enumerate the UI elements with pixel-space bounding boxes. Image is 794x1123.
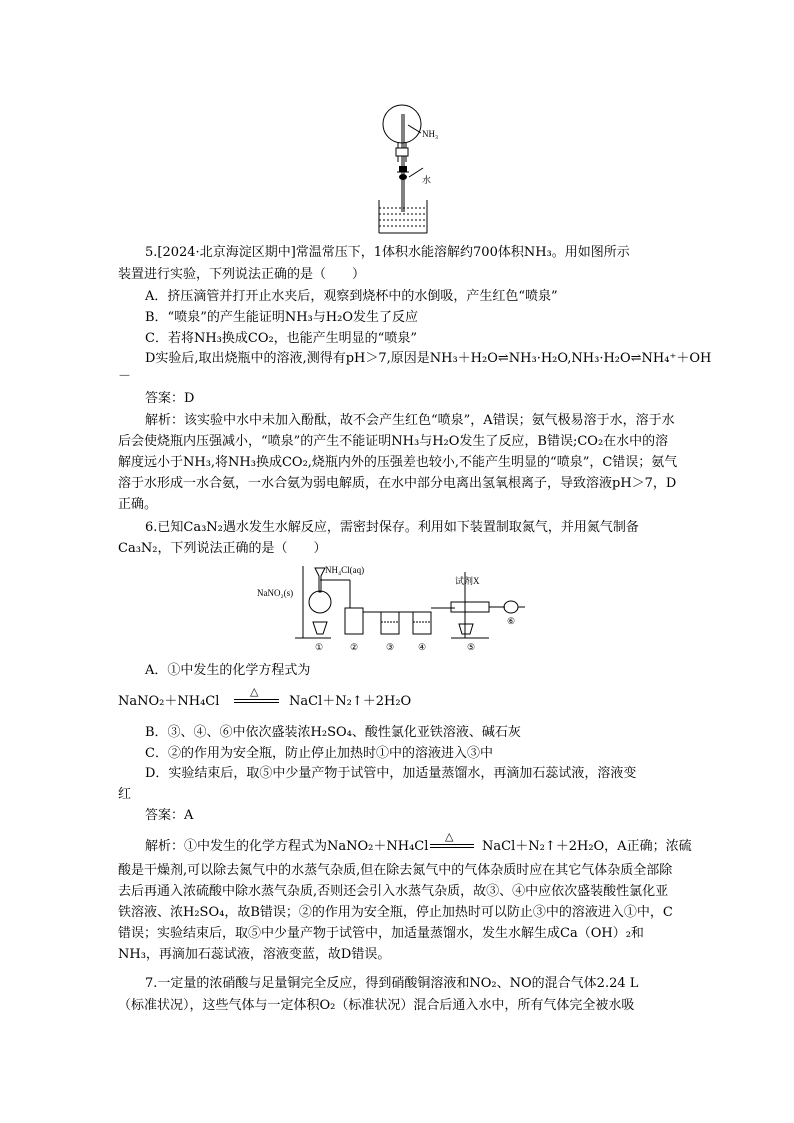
apparatus-number-4: ④: [418, 642, 427, 652]
q5-stem-line1: 5.[2024·北京海淀区期中]常温常压下，1体积水能溶解约700体积NH₃。用如图所示: [145, 245, 630, 260]
q6-analysis-line1-left: 解析：①中发生的化学方程式为NaNO₂＋NH₄Cl: [145, 839, 429, 854]
q6-analysis-line1-right: NaCl＋N₂↑＋2H₂O，A正确；浓硫: [482, 839, 692, 854]
nh3-label: NH₃: [422, 129, 439, 139]
fountain-apparatus-figure: [365, 100, 455, 235]
q7-line2: （标准状况），这些气体与一定体积O₂（标准状况）混合后通入水中，所有气体完全被水吸: [118, 998, 635, 1013]
q5-option-d-line1: D实验后,取出烧瓶中的溶液,测得有pH＞7,原因是NH₃＋H₂O⇌NH₃·H₂O,NH₃·H₂O⇌NH₄⁺＋OH: [145, 351, 712, 366]
q6-equation-left: NaNO₂＋NH₄Cl: [118, 694, 220, 709]
q6-equation-condition: △: [250, 685, 259, 698]
q6-analysis-arrow: [430, 844, 474, 845]
q5-answer: 答案：D: [145, 391, 195, 406]
apparatus-number-6: ⑥: [507, 616, 516, 626]
q7-line1: 7.一定量的浓硝酸与足量铜完全反应，得到硝酸铜溶液和NO₂、NO的混合气体2.24 L: [145, 976, 639, 991]
q6-stem-line1: 6.已知Ca₃N₂遇水发生水解反应，需密封保存。利用如下装置制取氮气，并用氮气制备: [145, 520, 639, 535]
q6-equation-arrow: [234, 699, 279, 700]
q6-option-c: C．②的作用为安全瓶，防止停止加热时①中的溶液进入③中: [145, 746, 493, 761]
q5-stem-line2: 装置进行实验，下列说法正确的是（ ）: [118, 267, 366, 282]
q5-option-c: C．若将NH₃换成CO₂，也能产生明显的“喷泉”: [145, 331, 417, 346]
q6-option-d-line1: D．实验结束后，取⑤中少量产物于试管中，加适量蒸馏水，再滴加石蕊试液，溶液变: [145, 766, 637, 781]
water-label: 水: [422, 175, 432, 185]
nh4cl-label: NH₄Cl(aq): [325, 565, 365, 575]
q6-analysis-arrow-lower: [430, 847, 474, 848]
q6-analysis-condition: △: [445, 830, 454, 843]
q6-answer: 答案：A: [145, 808, 194, 823]
q5-option-a: A．挤压滴管并打开止水夹后，观察到烧杯中的水倒吸，产生红色“喷泉”: [145, 289, 558, 304]
q6-equation-arrow-lower: [234, 702, 279, 703]
apparatus-number-2: ②: [350, 642, 359, 652]
apparatus-number-1: ①: [315, 642, 324, 652]
q5-option-b: B．“喷泉”的产生能证明NH₃与H₂O发生了反应: [145, 310, 418, 325]
q6-stem-line2: Ca₃N₂，下列说法正确的是（ ）: [118, 541, 327, 556]
apparatus-number-5: ⑤: [467, 642, 476, 652]
q6-equation-right: NaCl＋N₂↑＋2H₂O: [289, 694, 412, 709]
reagent-x-label: 试剂X: [455, 576, 480, 586]
q6-option-d-line2: 红: [118, 787, 132, 802]
q6-analysis-rest: 酸是干燥剂,可以除去氮气中的水蒸气杂质,但在除去氮气中的气体杂质时应在其它气体杂质全部除去后再通入浓硫酸中除水蒸气杂质,否则还会引入水蒸气杂质，故③、④中应依次盛装酸性氯化亚铁溶液、浓H₂SO₄，故B错误；②的作用为安全瓶，停止加热时可以防止③中的溶液进入①中，C错误；实验结束后，取⑤中少量产物于试管中，加适量蒸馏水，发生水解生成Ca（OH）₂和NH₃，再滴加石蕊试液，溶液变蓝，故D错误。: [118, 863, 673, 962]
nitrogen-apparatus-figure: [255, 560, 525, 652]
apparatus-number-3: ③: [386, 642, 395, 652]
q6-option-b: B．③、④、⑥中依次盛装浓H₂SO₄、酸性氯化亚铁溶液、碱石灰: [145, 725, 521, 740]
nano2-label: NaNO₂(s): [257, 588, 294, 598]
q5-analysis: 解析：该实验中水中未加入酚酞，故不会产生红色“喷泉”，A错误；氨气极易溶于水，溶于水后会使烧瓶内压强减小，“喷泉”的产生不能证明NH₃与H₂O发生了反应，B错误;CO₂在水中的溶解度远小于NH₃,将NH₃换成CO₂,烧瓶内外的压强差也较小,不能产生明显的“喷泉”，C错误；氨气溶于水形成一水合氨，一水合氨为弱电解质，在水中部分电离出氢氧根离子，导致溶液pH＞7，D正确。: [118, 413, 678, 512]
q5-option-d-line2: －: [118, 369, 132, 384]
q6-option-a: A．①中发生的化学方程式为: [145, 663, 311, 678]
